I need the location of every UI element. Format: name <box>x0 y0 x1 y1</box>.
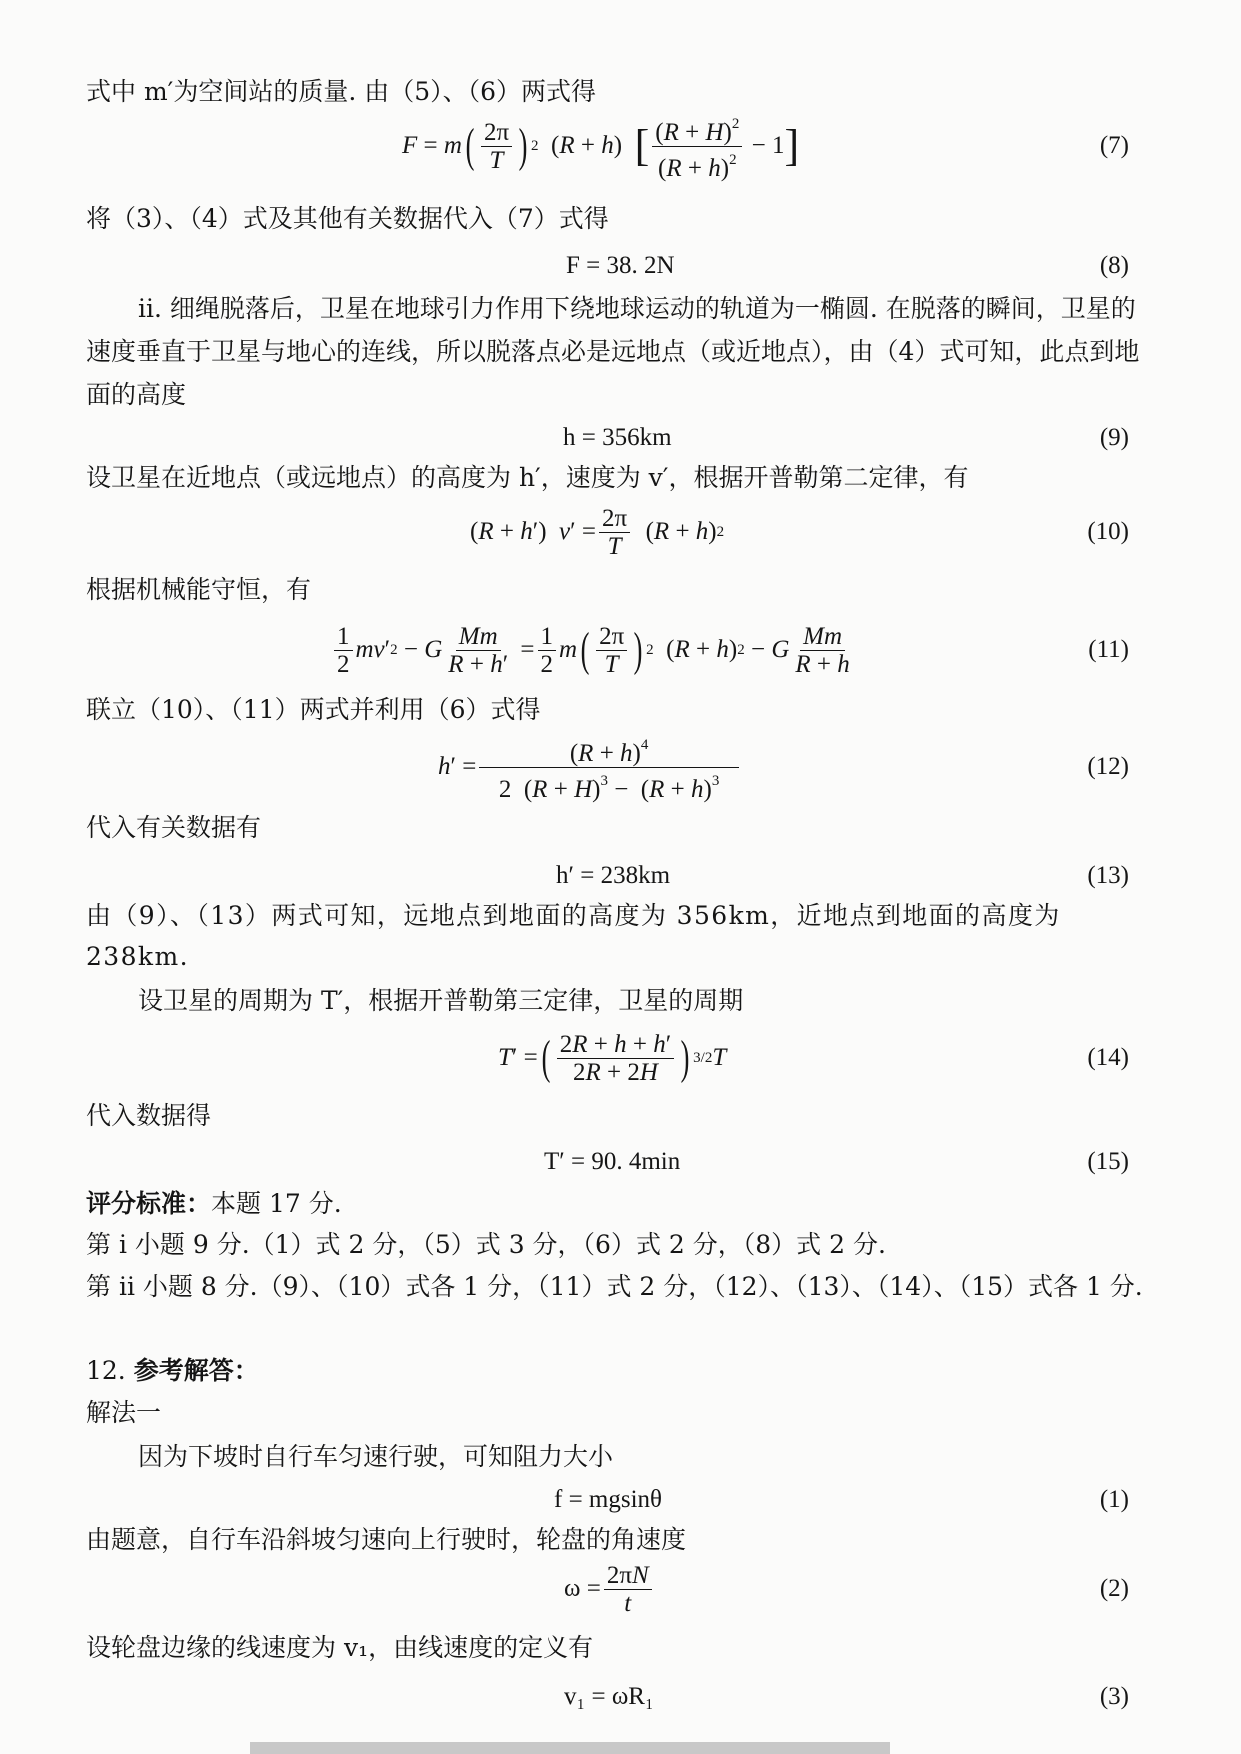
text-line: 代入有关数据有 <box>86 813 262 842</box>
equation-3-body: v₁ = ωR₁ <box>564 1683 654 1710</box>
equation-15-body: T′ = 90. 4min <box>544 1148 681 1175</box>
equation-1 <box>86 1478 1149 1522</box>
problem-heading <box>86 1351 1149 1391</box>
equation-13-body: h′ = 238km <box>556 862 671 889</box>
equation-number: (11) <box>1088 636 1129 663</box>
equation-11 <box>86 622 1149 678</box>
equation-3 <box>86 1675 1149 1719</box>
equation-number: (12) <box>1087 753 1129 780</box>
text-line: 根据机械能守恒，有 <box>86 575 312 604</box>
equation-number: (9) <box>1099 424 1129 451</box>
equation-11-body: $\frac{1}{2}$ mv ′ 2 − G $\frac{Mm}{R + h'}$ = $\frac{1}{2}$ m ( $\frac{2\pi}{T}$ ) 2 ( R + h ) 2 − G $\frac{Mm}{R + h}$ <box>331 628 856 672</box>
text-line: 式中 m′为空间站的质量. 由（5）、（6）两式得 <box>86 77 597 106</box>
equation-10-body: ( R + h ′) v ′ = $\frac{2\pi}{T}$ ( R + h ) 2 <box>470 504 725 560</box>
equation-number: (14) <box>1087 1044 1129 1071</box>
equation-number: (10) <box>1087 518 1129 545</box>
equation-10 <box>86 504 1149 560</box>
equation-number: (1) <box>1099 1486 1129 1513</box>
text-line: 因为下坡时自行车匀速行驶，可知阻力大小 <box>138 1442 614 1471</box>
equation-15 <box>86 1140 1149 1184</box>
equation-14 <box>86 1030 1149 1086</box>
text-line: 设卫星的周期为 T′，根据开普勒第三定律，卫星的周期 <box>138 986 744 1015</box>
equation-2-body: ω = $\frac{2\pi N}{t}$ <box>564 1567 655 1611</box>
footer-scan-edge <box>250 1742 890 1754</box>
equation-number: (15) <box>1087 1148 1129 1175</box>
equation-1-body: f = mgsinθ <box>554 1486 663 1513</box>
text-line: 解法一 <box>86 1398 162 1427</box>
equation-number: (13) <box>1087 862 1129 889</box>
problem-number: 12. <box>86 1356 126 1385</box>
text-line: 由题意，自行车沿斜坡匀速向上行驶时，轮盘的角速度 <box>86 1525 687 1554</box>
scoring-text: 本题 17 分. <box>211 1189 342 1218</box>
equation-number: (3) <box>1099 1683 1129 1710</box>
equation-2 <box>86 1561 1149 1617</box>
equation-number: (8) <box>1099 252 1129 279</box>
equation-12 <box>86 736 1149 803</box>
equation-12-body: h ′ = $\frac{(R + h)^4}{2 (R + H)^3 - (R + h)^3}$ <box>438 745 742 789</box>
equation-9 <box>86 416 1149 460</box>
scoring-label: 评分标准： <box>86 1189 212 1218</box>
text-line: 将（3）、（4）式及其他有关数据代入（7）式得 <box>86 204 609 233</box>
equation-13 <box>86 854 1149 898</box>
text-line: 联立（10）、（11）两式并利用（6）式得 <box>86 695 541 724</box>
equation-number: (7) <box>1099 132 1129 159</box>
text-line: 设轮盘边缘的线速度为 v₁，由线速度的定义有 <box>86 1633 594 1662</box>
equation-number: (2) <box>1099 1575 1129 1602</box>
equation-8-body: F = 38. 2N <box>566 252 675 279</box>
text-paragraph: 由（9）、（13）两式可知，远地点到地面的高度为 356km，近地点到地面的高度为 238km. <box>86 901 1061 971</box>
text-paragraph: ii. 细绳脱落后，卫星在地球引力作用下绕地球运动的轨道为一椭圆. 在脱落的瞬间，卫星的速度垂直于卫星与地心的连线，所以脱落点必是远地点（或近地点），由（4）式可知，此点到地面的高度 <box>86 294 1140 409</box>
scoring-standard <box>86 1184 1149 1224</box>
text-line: 第 i 小题 9 分.（1）式 2 分，（5）式 3 分，（6）式 2 分，（8）式 2 分. <box>86 1230 886 1259</box>
text-paragraph: 第 ii 小题 8 分.（9）、（10）式各 1 分，（11）式 2 分，（12）、（13）、（14）、（15）式各 1 分. <box>86 1272 1143 1301</box>
equation-7 <box>86 115 1149 182</box>
text-line: 代入数据得 <box>86 1101 212 1130</box>
equation-8 <box>86 244 1149 288</box>
equation-7-body: F = m ( $\frac{2\pi}{T}$ ) 2 ( R + h ) [ $\frac{(R + H)^2}{(R + h)^2}$ − 1 ] <box>402 124 799 168</box>
text-line: 设卫星在近地点（或远地点）的高度为 h′，速度为 v′，根据开普勒第二定律，有 <box>86 463 969 492</box>
equation-9-body: h = 356km <box>563 424 672 451</box>
reference-answer-label: 参考解答： <box>133 1356 259 1385</box>
equation-14-body: T ′ = ( $\frac{2R + h + h'}{2R + 2H}$ ) 3/2 T <box>498 1030 727 1086</box>
